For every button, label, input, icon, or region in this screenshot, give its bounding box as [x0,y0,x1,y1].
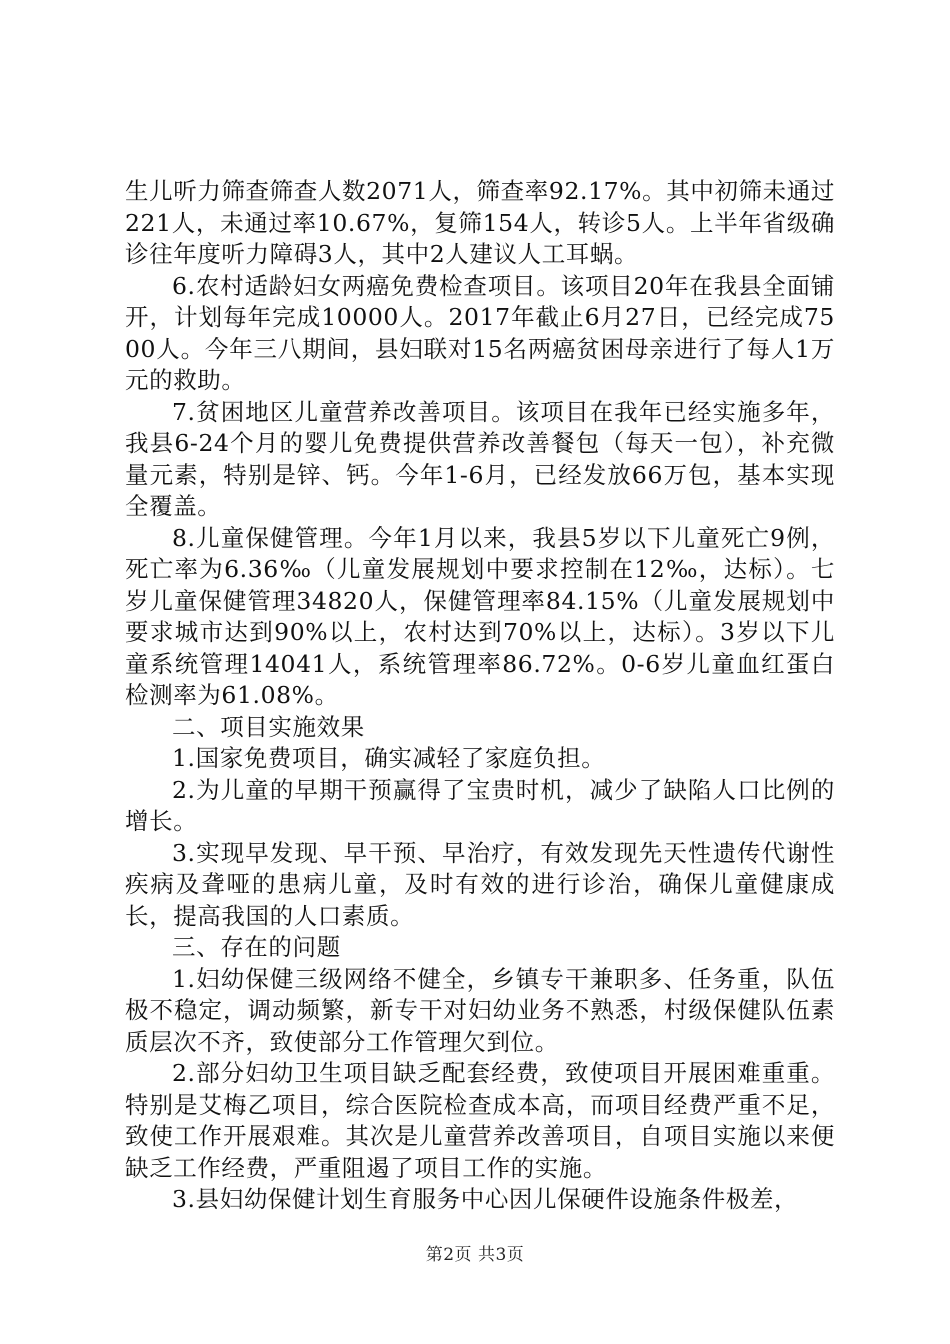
document-body [125,176,835,1216]
paragraph-problem-2: 2.部分妇幼卫生项目缺乏配套经费，致使项目开展困难重重。特别是艾梅乙项目，综合医院检查成本高，而项目经费严重不足，致使工作开展艰难。其次是儿童营养改善项目，自项目实施以来便缺乏工作经费，严重阻遏了项目工作的实施。 [125,1059,835,1182]
paragraph-child-health-management: 8.儿童保健管理。今年1月以来，我县5岁以下儿童死亡9例，死亡率为6.36‰（儿童发展规划中要求控制在12‰，达标）。七岁儿童保健管理34820人，保健管理率84.15%（儿童发展规划中要求城市达到90%以上，农村达到70%以上，达标）。3岁以下儿童系统管理14041人，系统管理率86.72%。0-6岁儿童血红蛋白检测率为61.08%。 [125,523,835,709]
paragraph-cervical-breast-cancer-screening: 6.农村适龄妇女两癌免费检查项目。该项目20年在我县全面铺开，计划每年完成10000人。2017年截止6月27日，已经完成7500人。今年三八期间，县妇联对15名两癌贫困母亲进行了每人1万元的救助。 [125,271,835,394]
paragraph-effect-3: 3.实现早发现、早干预、早治疗，有效发现先天性遗传代谢性疾病及聋哑的患病儿童，及时有效的进行诊治，确保儿童健康成长，提高我国的人口素质。 [125,838,835,930]
page-footer: 第2页 共3页 [425,1245,525,1265]
paragraph-effect-2: 2.为儿童的早期干预赢得了宝贵时机，减少了缺陷人口比例的增长。 [125,775,835,835]
section-heading-implementation-effects: 二、项目实施效果 [172,712,365,741]
section-heading-existing-problems: 三、存在的问题 [172,933,341,961]
paragraph-problem-1: 1.妇幼保健三级网络不健全，乡镇专干兼职多、任务重，队伍极不稳定，调动频繁，新专干对妇幼业务不熟悉，村级保健队伍素质层次不齐，致使部分工作管理欠到位。 [125,964,835,1056]
paragraph-newborn-hearing-screening: 生儿听力筛查筛查人数2071人，筛查率92.17%。其中初筛未通过221人，未通过率10.67%，复筛154人，转诊5人。上半年省级确诊往年度听力障碍3人，其中2人建议人工耳蜗。 [125,177,835,268]
paragraph-child-nutrition-project: 7.贫困地区儿童营养改善项目。该项目在我年已经实施多年，我县6-24个月的婴儿免费提供营养改善餐包（每天一包），补充微量元素，特别是锌、钙。今年1-6月，已经发放66万包，基本实现全覆盖。 [125,397,835,520]
paragraph-problem-3: 3.县妇幼保健计划生育服务中心因儿保硬件设施条件极差， [172,1185,799,1213]
paragraph-effect-1: 1.国家免费项目，确实减轻了家庭负担。 [172,744,606,772]
